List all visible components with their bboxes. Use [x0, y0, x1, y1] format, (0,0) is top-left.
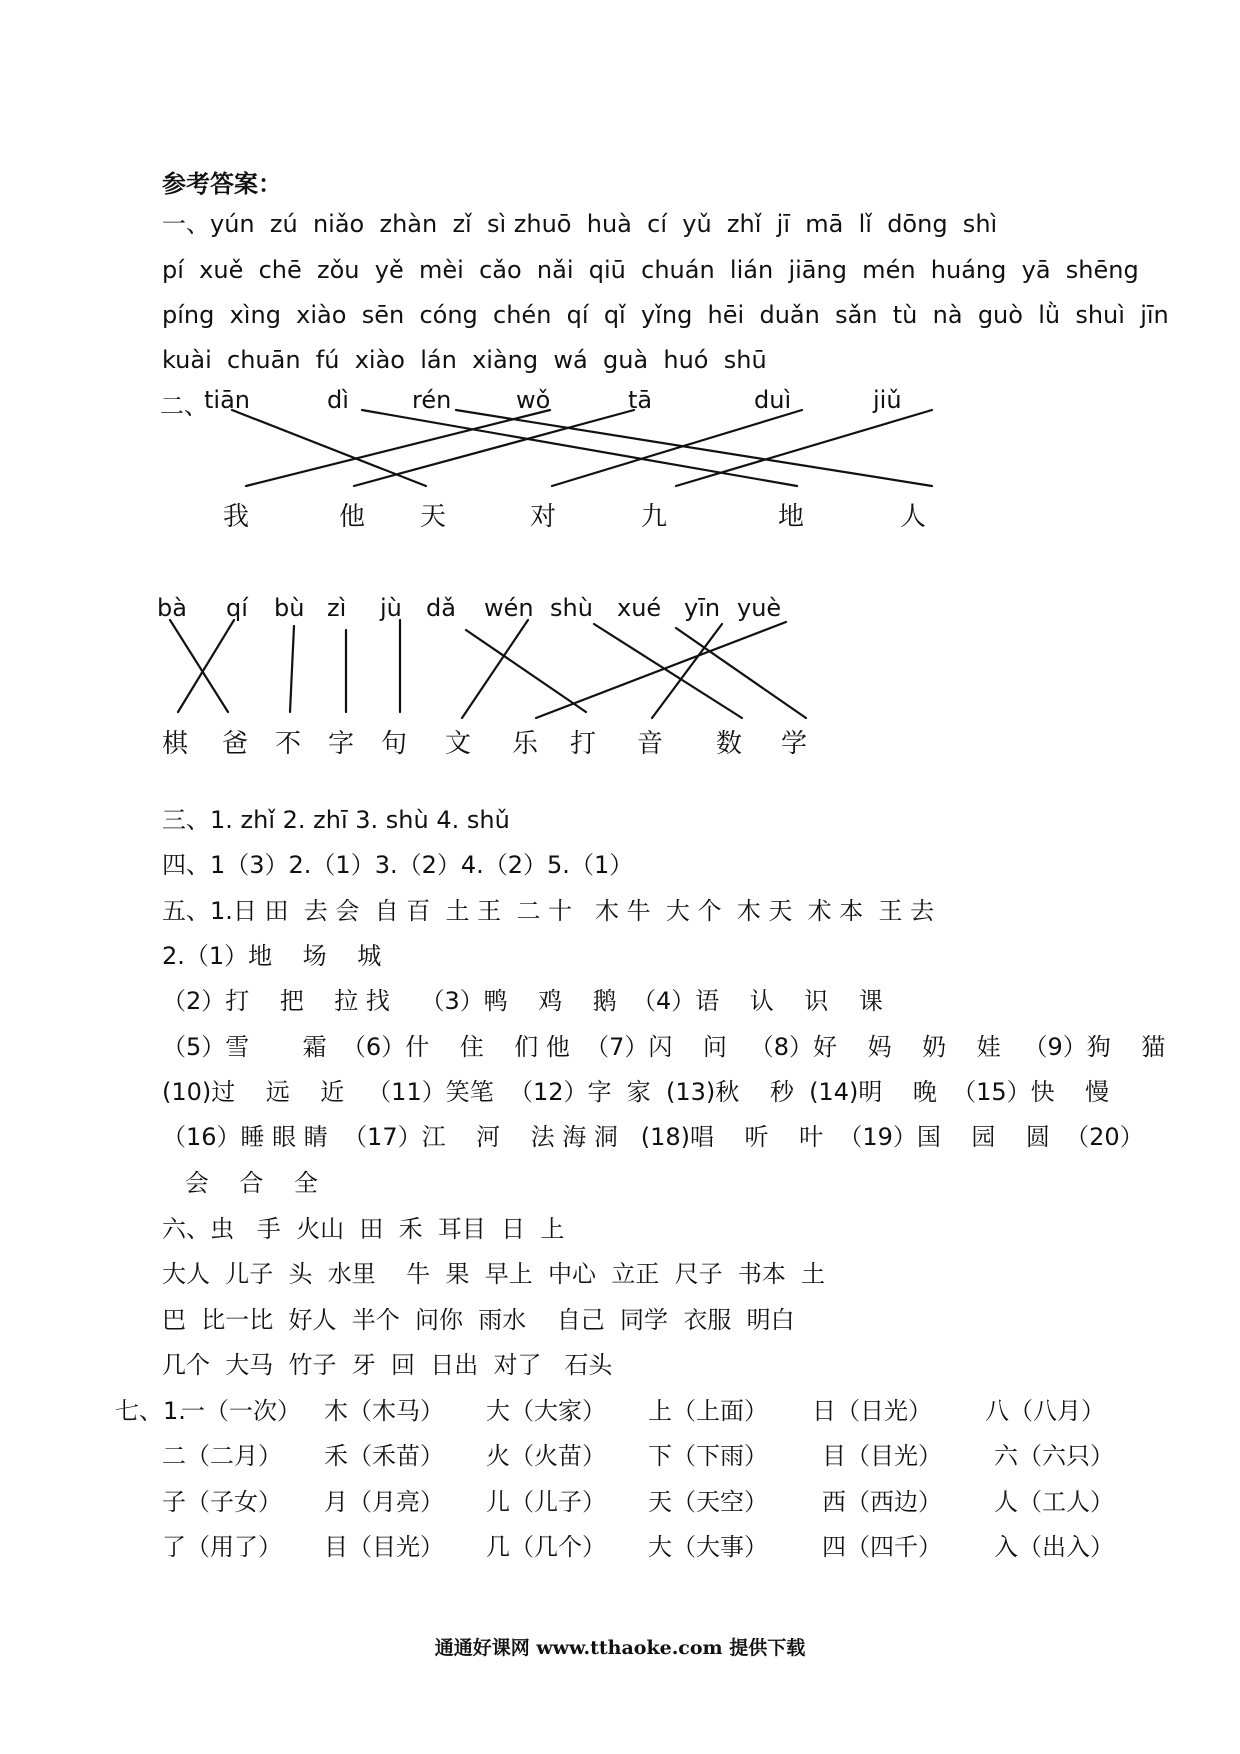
s2-r1-pinyin: tiān	[204, 386, 250, 414]
s2-r2-pinyin: bà	[157, 594, 187, 622]
match-line	[552, 410, 802, 486]
footer-download-note: 通通好课网 www.tthaoke.com 提供下载	[434, 1637, 806, 1659]
s7-cell: 目（目光）	[324, 1533, 444, 1561]
s7-cell: 木（木马）	[324, 1397, 444, 1425]
s7-cell: 天（天空）	[648, 1488, 768, 1516]
s7-cell: 目（目光）	[822, 1442, 942, 1470]
s2-r1-hanzi: 人	[900, 502, 927, 532]
s7-cell: 六（六只）	[994, 1442, 1114, 1470]
s3-line: 三、1. zhǐ 2. zhī 3. shù 4. shǔ	[162, 806, 510, 834]
s2-r1-pinyin: jiǔ	[873, 386, 902, 414]
s2-r1-hanzi: 九	[641, 502, 668, 532]
s7-cell: 日（日光）	[812, 1397, 932, 1425]
s2-r1-pinyin: wǒ	[516, 386, 551, 414]
s7-cell: 入（出入）	[994, 1533, 1114, 1561]
s7-cell: 四（四千）	[822, 1533, 942, 1561]
s1-line-3: píng xìng xiào sēn cóng chén qí qǐ yǐng hēi duǎn sǎn tù nà guò lǜ shuì jīn	[162, 301, 1169, 329]
s5-line-4: （5）雪 霜 （6）什 住 们 他 （7）闪 问 （8）好 妈 奶 娃 （9）狗 猫	[162, 1033, 1166, 1061]
match-line	[362, 410, 797, 486]
match-line	[232, 410, 426, 486]
s2-r2-hanzi: 数	[716, 729, 743, 759]
s7-cell: 一（一次）	[181, 1397, 301, 1425]
s1-line-2: pí xuě chē zǒu yě mèi cǎo nǎi qiū chuán lián jiāng mén huáng yā shēng	[162, 256, 1139, 284]
s2-r1-hanzi: 对	[530, 502, 557, 532]
match-line	[354, 410, 634, 486]
s2-r2-pinyin: yīn	[684, 594, 721, 622]
s2-r2-hanzi: 乐	[512, 729, 539, 759]
s5-line-3: （2）打 把 拉 找 （3）鸭 鸡 鹅 （4）语 认 识 课	[162, 987, 883, 1015]
s2-r2-hanzi: 打	[570, 729, 597, 759]
s7-cell: 大（大家）	[486, 1397, 606, 1425]
s2-r1-pinyin: rén	[412, 386, 452, 414]
s7-cell: 八（八月）	[985, 1397, 1105, 1425]
s2-r2-pinyin: dǎ	[426, 594, 456, 622]
s2-r2-pinyin: bù	[274, 594, 305, 622]
s2-r2-hanzi: 音	[637, 729, 664, 759]
s7-cell: 儿（儿子）	[486, 1488, 606, 1516]
s5-line-1: 五、1.日 田 去 会 自 百 土 王 二 十 木 牛 大 个 木 天 术 本 王 去	[162, 897, 935, 925]
s2-r2-pinyin: xué	[617, 594, 662, 622]
match-line	[456, 410, 932, 486]
s7-cell: 人（工人）	[994, 1488, 1114, 1516]
match-line	[246, 410, 550, 486]
s7-cell: 了（用了）	[162, 1533, 282, 1561]
answer-title: 参考答案：	[162, 170, 282, 198]
s7-cell: 下（下雨）	[648, 1442, 768, 1470]
s2-r2-hanzi: 句	[381, 729, 408, 759]
s7-cell: 几（几个）	[486, 1533, 606, 1561]
s4-line: 四、1（3）2.（1）3.（2）4.（2）5.（1）	[162, 851, 634, 879]
s5-line-6: （16）睡 眼 睛 （17）江 河 法 海 洞 (18)唱 听 叶 （19）国 园 圆 （20）	[162, 1123, 1144, 1151]
s2-r2-pinyin: wén	[484, 594, 534, 622]
match-line	[462, 620, 528, 718]
s6-line-3: 巴 比一比 好人 半个 问你 雨水 自己 同学 衣服 明白	[162, 1306, 795, 1334]
s5-line-5: (10)过 远 近 （11）笑笔 （12）字 家 (13)秋 秒 (14)明 晚 （15）快 慢	[162, 1078, 1110, 1106]
s2-r1-pinyin: dì	[327, 386, 349, 414]
s2-r2-hanzi: 文	[445, 729, 472, 759]
s2-r1-hanzi: 他	[339, 502, 366, 532]
s2-r1-hanzi: 我	[223, 502, 250, 532]
match-line	[652, 624, 722, 718]
s7-cell: 禾（禾苗）	[324, 1442, 444, 1470]
s2-r2-pinyin: yuè	[737, 594, 782, 622]
s5-line-7: 会 合 全	[162, 1169, 318, 1197]
match-line	[676, 410, 932, 486]
s2-r2-pinyin: zì	[327, 594, 347, 622]
s7-cell: 火（火苗）	[486, 1442, 606, 1470]
s2-r2-hanzi: 不	[275, 729, 302, 759]
s2-prefix: 二、	[160, 392, 208, 420]
s2-r1-pinyin: tā	[628, 386, 653, 414]
s2-r2-hanzi: 学	[781, 729, 808, 759]
s6-line-1: 六、虫 手 火山 田 禾 耳目 日 上	[162, 1215, 565, 1243]
s1-line-4: kuài chuān fú xiào lán xiàng wá guà huó shū	[162, 346, 767, 374]
s2-r2-hanzi: 棋	[162, 729, 189, 759]
s2-r1-hanzi: 天	[420, 502, 447, 532]
s7-cell: 上（上面）	[648, 1397, 768, 1425]
s5-line-2: 2.（1）地 场 城	[162, 942, 382, 970]
s2-r2-pinyin: qí	[226, 594, 248, 622]
s2-r1-pinyin: duì	[754, 386, 792, 414]
match-line	[178, 620, 234, 712]
s1-line-1: 一、yún zú niǎo zhàn zǐ sì zhuō huà cí yǔ zhǐ jī mā lǐ dōng shì	[162, 210, 998, 238]
s2-r2-pinyin: shù	[550, 594, 593, 622]
s2-r1-hanzi: 地	[778, 502, 805, 532]
s2-r2-hanzi: 爸	[222, 729, 249, 759]
match-line	[676, 628, 806, 718]
s7-cell: 西（西边）	[822, 1488, 942, 1516]
s6-line-4: 几个 大马 竹子 牙 回 日出 对了 石头	[162, 1351, 613, 1379]
match-line	[170, 620, 228, 712]
s2-r2-pinyin: jù	[380, 594, 402, 622]
s7-cell: 月（月亮）	[324, 1488, 444, 1516]
s2-r2-hanzi: 字	[328, 729, 355, 759]
match-line	[290, 626, 294, 712]
s6-line-2: 大人 儿子 头 水里 牛 果 早上 中心 立正 尺子 书本 土	[162, 1260, 826, 1288]
s7-cell: 子（子女）	[162, 1488, 282, 1516]
match-line	[594, 624, 742, 718]
match-line	[536, 622, 786, 718]
s7-prefix: 七、1.	[115, 1397, 186, 1425]
s7-cell: 大（大事）	[648, 1533, 768, 1561]
s7-cell: 二（二月）	[162, 1442, 282, 1470]
match-line	[466, 630, 586, 712]
